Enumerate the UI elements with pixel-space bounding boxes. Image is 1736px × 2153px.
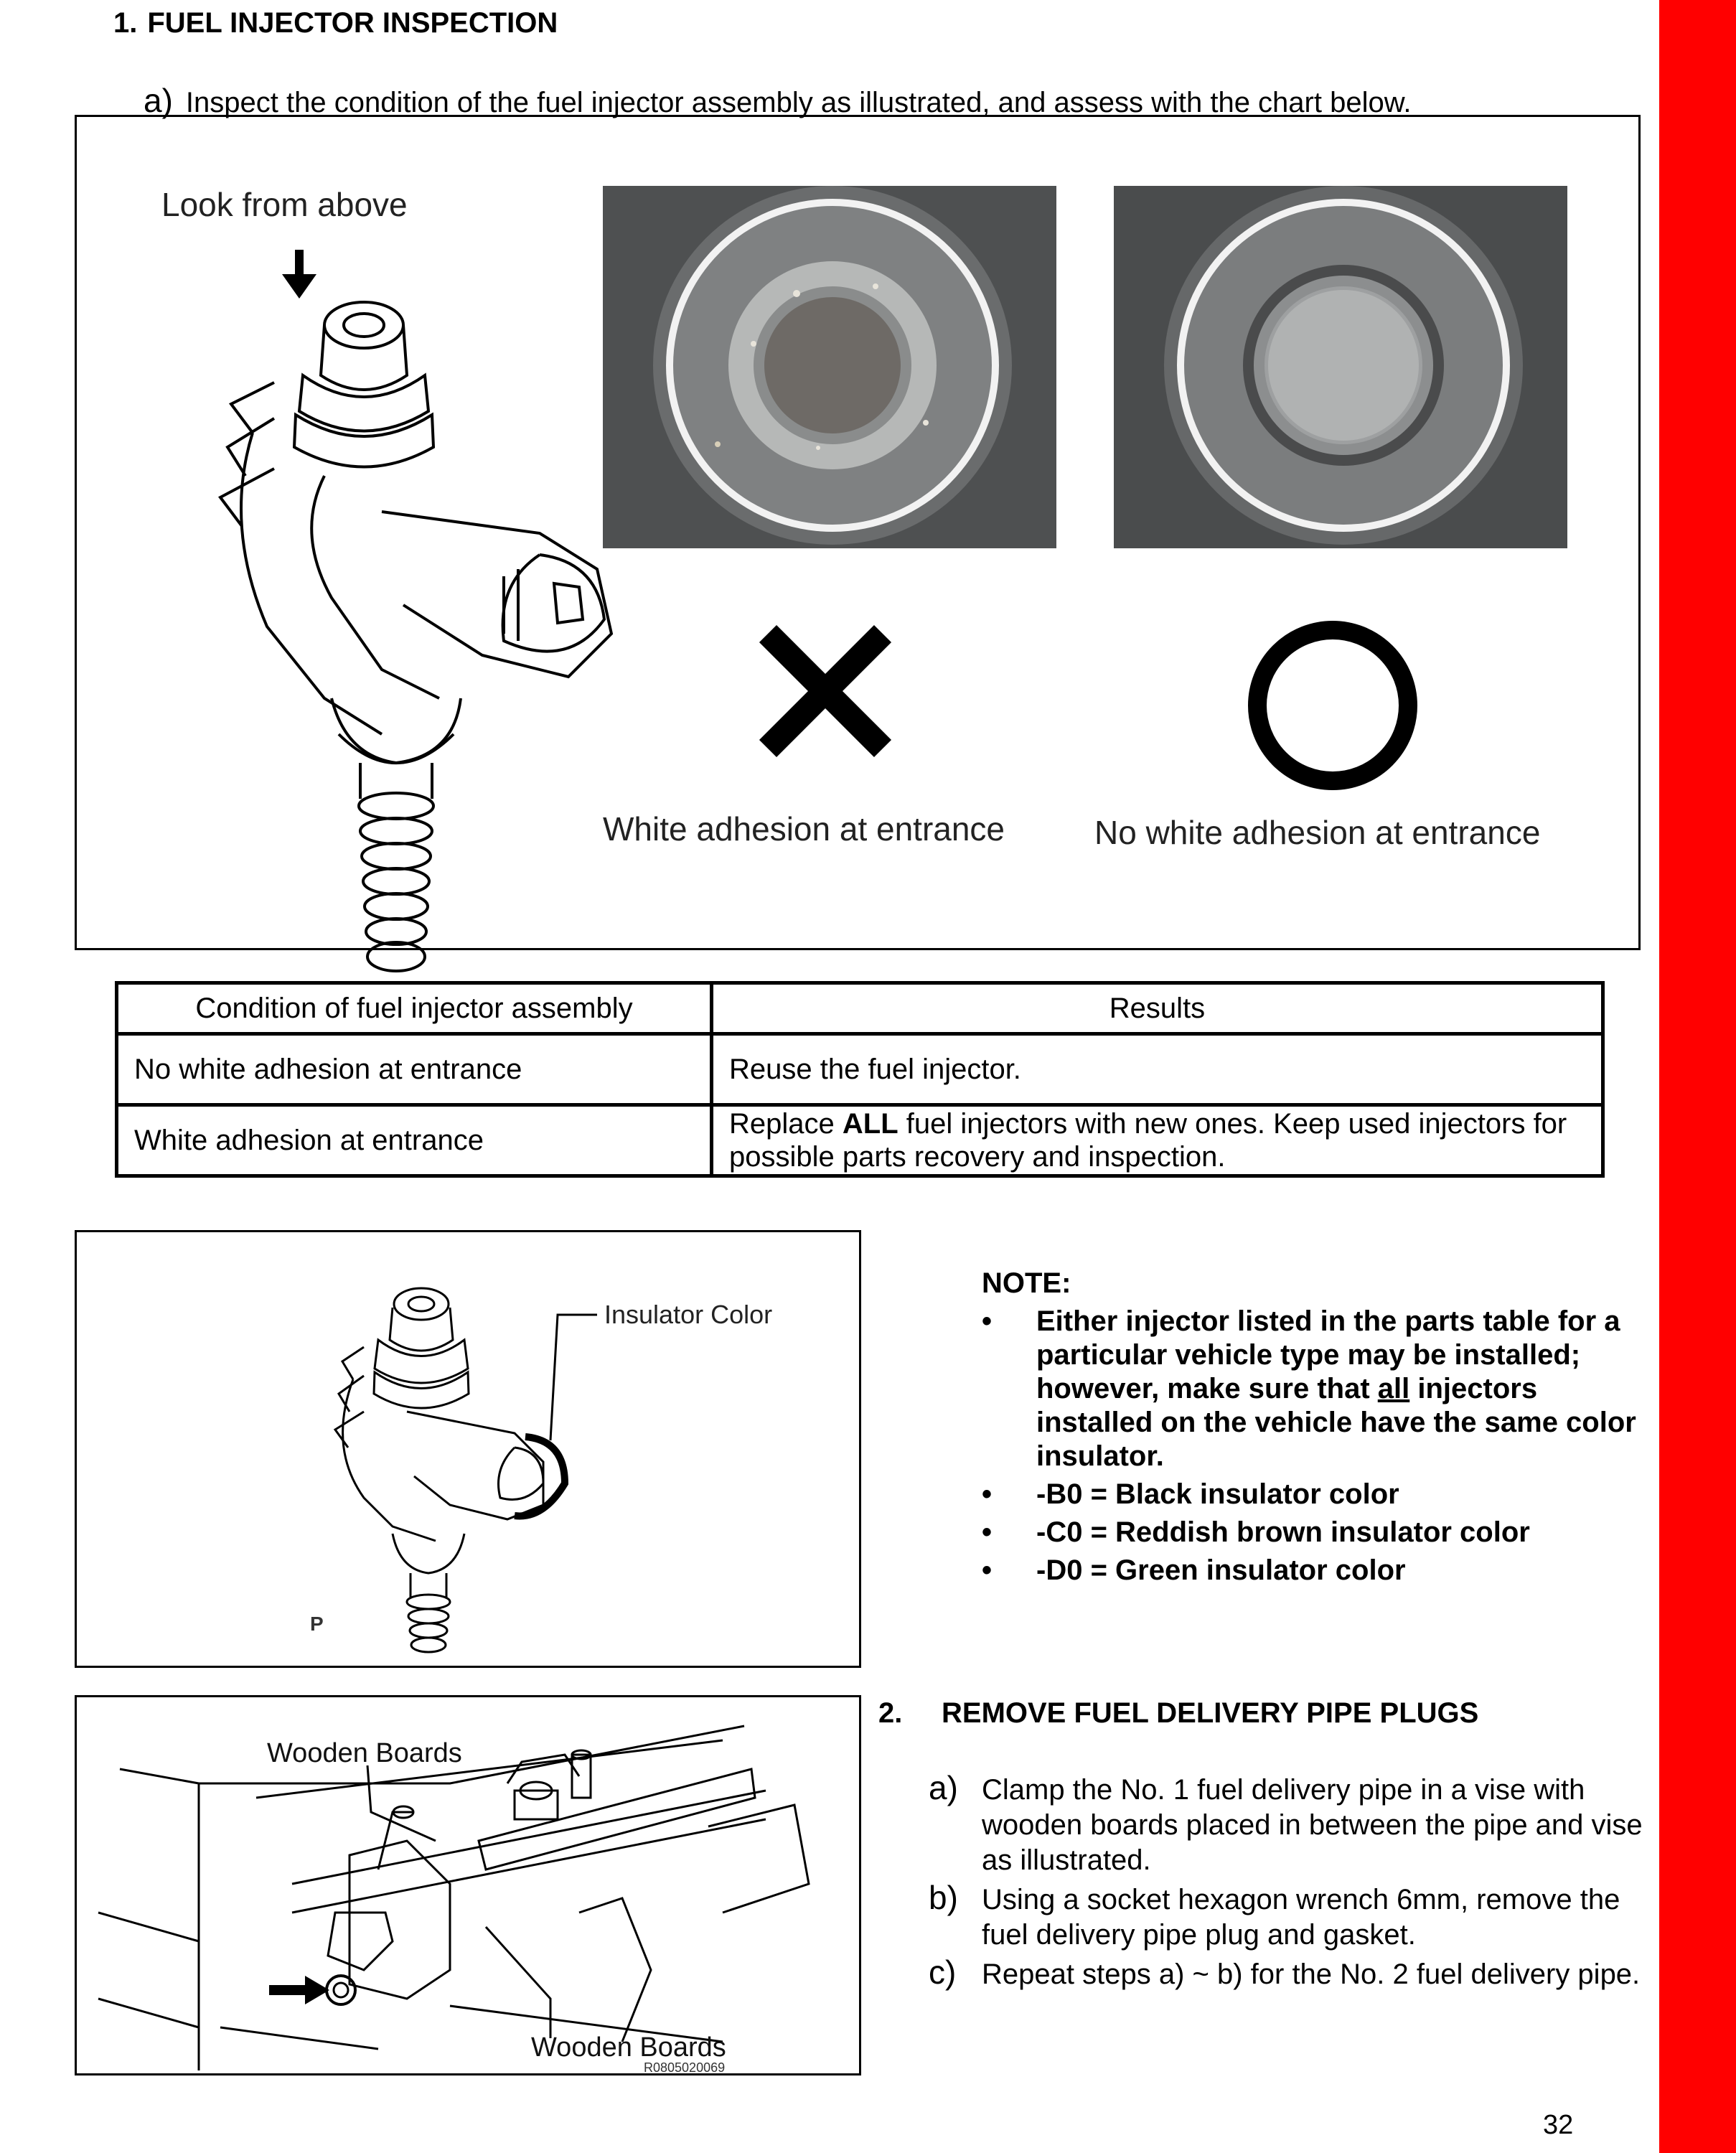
o-mark-icon bbox=[1239, 619, 1426, 806]
note-item-underlined: all bbox=[1377, 1373, 1410, 1404]
white-adhesion-label: White adhesion at entrance bbox=[603, 810, 1005, 848]
page-number: 32 bbox=[1543, 2110, 1574, 2140]
section-2-steps bbox=[929, 1769, 1653, 1997]
table-header-row bbox=[117, 983, 1603, 1034]
note-block bbox=[982, 1267, 1642, 1592]
step-text: Inspect the condition of the fuel injector assembly as illustrated, and assess with the chart below. bbox=[185, 87, 1412, 118]
table-row bbox=[117, 1034, 1603, 1105]
arrow-down-icon bbox=[278, 250, 321, 300]
figure-corner-mark: P bbox=[310, 1613, 324, 1635]
step-letter: b) bbox=[929, 1879, 958, 1916]
result-text-post: fuel injectors with new ones. Keep used injectors for possible parts recovery and inspection. bbox=[729, 1108, 1567, 1173]
table-row bbox=[117, 1105, 1603, 1176]
section-2-title: REMOVE FUEL DELIVERY PIPE PLUGS bbox=[942, 1697, 1479, 1729]
insulator-color-figure bbox=[75, 1230, 861, 1668]
vise-wooden-boards-figure bbox=[75, 1695, 861, 2075]
step-text: Clamp the No. 1 fuel delivery pipe in a vise with wooden boards placed in between the pipe and vise as illustrated. bbox=[982, 1774, 1643, 1876]
list-item bbox=[929, 1953, 1653, 1992]
insulator-color-callout: Insulator Color bbox=[604, 1300, 773, 1329]
note-item-text-post: injectors installed on the vehicle have the same color insulator. bbox=[1036, 1373, 1636, 1472]
section-2-number: 2. bbox=[878, 1697, 903, 1729]
note-item: • -D0 = Green insulator color bbox=[982, 1554, 1642, 1587]
result-text-pre: Replace bbox=[729, 1108, 843, 1140]
x-mark-icon bbox=[754, 619, 897, 763]
result-cell bbox=[712, 1105, 1603, 1176]
list-item bbox=[929, 1769, 1653, 1878]
section-1-step-a bbox=[144, 81, 1412, 120]
red-side-bar bbox=[1659, 0, 1736, 2153]
photo-good-image bbox=[1114, 186, 1567, 548]
step-letter: c) bbox=[929, 1953, 957, 1991]
section-1-number: 1. bbox=[113, 7, 138, 39]
injector-photo-white-adhesion bbox=[603, 186, 1056, 548]
insulator-injector-drawing bbox=[77, 1232, 859, 1666]
note-title: NOTE: bbox=[982, 1267, 1071, 1299]
results-column-header: Results bbox=[712, 983, 1603, 1034]
photo-bad-image bbox=[603, 186, 1056, 548]
condition-cell: No white adhesion at entrance bbox=[117, 1034, 712, 1105]
step-text: Repeat steps a) ~ b) for the No. 2 fuel delivery pipe. bbox=[982, 1959, 1641, 1990]
note-item bbox=[982, 1305, 1642, 1473]
note-item: • -C0 = Reddish brown insulator color bbox=[982, 1516, 1642, 1549]
look-from-above-label: Look from above bbox=[161, 186, 408, 223]
section-1-title: FUEL INJECTOR INSPECTION bbox=[147, 7, 558, 39]
result-text-bold: ALL bbox=[842, 1108, 899, 1140]
section-1-heading bbox=[113, 7, 558, 39]
injector-photo-no-adhesion bbox=[1114, 186, 1567, 548]
section-2-heading bbox=[878, 1697, 1478, 1730]
condition-cell: White adhesion at entrance bbox=[117, 1105, 712, 1176]
arrow-right-icon bbox=[305, 1976, 329, 2004]
injector-inspection-figure bbox=[75, 115, 1641, 950]
note-list bbox=[982, 1305, 1642, 1587]
vise-drawing bbox=[77, 1697, 859, 2073]
no-white-adhesion-label: No white adhesion at entrance bbox=[1094, 814, 1541, 851]
result-cell: Reuse the fuel injector. bbox=[712, 1034, 1603, 1105]
figure-code: R0805020069 bbox=[644, 2060, 726, 2073]
note-item: • -B0 = Black insulator color bbox=[982, 1478, 1642, 1511]
wooden-boards-label-top: Wooden Boards bbox=[267, 1738, 462, 1768]
condition-column-header: Condition of fuel injector assembly bbox=[117, 983, 712, 1034]
condition-results-table bbox=[115, 981, 1605, 1178]
wooden-boards-label-bottom: Wooden Boards bbox=[531, 2032, 726, 2063]
note-item-text-pre: Either injector listed in the parts table for a particular vehicle type may be installed; however, make sure that bbox=[1036, 1305, 1620, 1404]
step-letter: a) bbox=[144, 82, 173, 119]
list-item bbox=[929, 1879, 1653, 1953]
step-letter: a) bbox=[929, 1769, 958, 1806]
step-text: Using a socket hexagon wrench 6mm, remove the fuel delivery pipe plug and gasket. bbox=[982, 1884, 1620, 1951]
